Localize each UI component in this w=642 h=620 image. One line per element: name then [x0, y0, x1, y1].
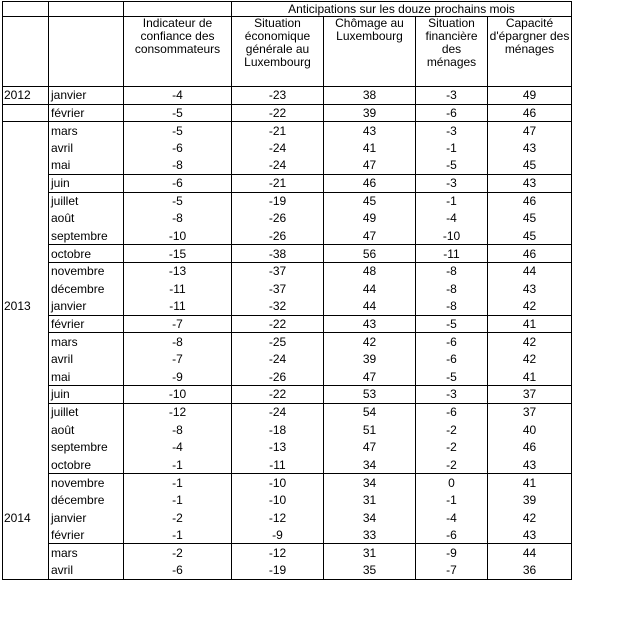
household-finance-value: -4 [416, 210, 488, 228]
unemployment-value: 46 [324, 174, 416, 192]
year-cell [3, 421, 49, 439]
indicator-value: -11 [124, 298, 232, 316]
indicator-value: -11 [124, 280, 232, 298]
year-cell [3, 491, 49, 509]
unemployment-value: 47 [324, 157, 416, 175]
economic-situation-value: -18 [232, 421, 324, 439]
column-header-indicator: Indicateur de confiance des consommateurs [124, 17, 232, 87]
unemployment-value: 38 [324, 87, 416, 105]
indicator-value: -9 [124, 368, 232, 386]
table-row [3, 474, 572, 492]
header-corner-indicator [124, 2, 232, 17]
table-row [3, 438, 572, 456]
household-finance-value: -2 [416, 456, 488, 474]
header-corner-month [49, 2, 124, 17]
header-row-columns [3, 17, 572, 87]
table-row [3, 562, 572, 580]
indicator-value: -5 [124, 122, 232, 140]
unemployment-value: 54 [324, 403, 416, 421]
indicator-value: -10 [124, 386, 232, 404]
savings-capacity-value: 41 [488, 474, 572, 492]
economic-situation-value: -19 [232, 192, 324, 210]
table-body [3, 87, 572, 580]
month-cell: juillet [49, 403, 124, 421]
table-row [3, 298, 572, 316]
year-cell: 2013 [3, 298, 49, 316]
unemployment-value: 47 [324, 438, 416, 456]
savings-capacity-value: 41 [488, 368, 572, 386]
unemployment-value: 49 [324, 210, 416, 228]
table-row [3, 139, 572, 157]
savings-capacity-value: 40 [488, 421, 572, 439]
economic-situation-value: -26 [232, 227, 324, 245]
economic-situation-value: -22 [232, 386, 324, 404]
indicator-value: -6 [124, 562, 232, 580]
year-cell [3, 104, 49, 122]
economic-situation-value: -23 [232, 87, 324, 105]
savings-capacity-value: 42 [488, 509, 572, 527]
economic-situation-value: -10 [232, 474, 324, 492]
year-cell [3, 227, 49, 245]
table-row [3, 403, 572, 421]
indicator-value: -4 [124, 438, 232, 456]
year-cell [3, 544, 49, 562]
indicator-value: -6 [124, 139, 232, 157]
month-cell: février [49, 315, 124, 333]
month-cell: avril [49, 562, 124, 580]
savings-capacity-value: 46 [488, 192, 572, 210]
unemployment-value: 51 [324, 421, 416, 439]
indicator-value: -8 [124, 210, 232, 228]
economic-situation-value: -21 [232, 122, 324, 140]
table-row [3, 491, 572, 509]
header-row-top [3, 2, 572, 17]
unemployment-value: 44 [324, 298, 416, 316]
year-cell [3, 562, 49, 580]
indicator-value: -4 [124, 87, 232, 105]
indicator-value: -8 [124, 421, 232, 439]
household-finance-value: -8 [416, 262, 488, 280]
economic-situation-value: -12 [232, 544, 324, 562]
unemployment-value: 53 [324, 386, 416, 404]
economic-situation-value: -26 [232, 210, 324, 228]
table-row [3, 526, 572, 544]
household-finance-value: -6 [416, 104, 488, 122]
household-finance-value: -4 [416, 509, 488, 527]
header-empty-year [3, 17, 49, 87]
unemployment-value: 39 [324, 350, 416, 368]
year-cell [3, 192, 49, 210]
year-cell [3, 139, 49, 157]
table-row [3, 87, 572, 105]
indicator-value: -2 [124, 509, 232, 527]
household-finance-value: -2 [416, 421, 488, 439]
year-cell [3, 245, 49, 263]
month-cell: février [49, 104, 124, 122]
year-cell [3, 526, 49, 544]
month-cell: mars [49, 544, 124, 562]
month-cell: mars [49, 122, 124, 140]
economic-situation-value: -22 [232, 315, 324, 333]
household-finance-value: -1 [416, 192, 488, 210]
economic-situation-value: -37 [232, 280, 324, 298]
indicator-value: -8 [124, 157, 232, 175]
year-cell: 2012 [3, 87, 49, 105]
household-finance-value: -5 [416, 368, 488, 386]
household-finance-value: -3 [416, 87, 488, 105]
savings-capacity-value: 42 [488, 298, 572, 316]
household-finance-value: -10 [416, 227, 488, 245]
year-cell [3, 474, 49, 492]
household-finance-value: -6 [416, 403, 488, 421]
household-finance-value: -3 [416, 386, 488, 404]
month-cell: février [49, 526, 124, 544]
month-cell: novembre [49, 262, 124, 280]
month-cell: octobre [49, 245, 124, 263]
economic-situation-value: -24 [232, 139, 324, 157]
year-cell [3, 210, 49, 228]
economic-situation-value: -21 [232, 174, 324, 192]
savings-capacity-value: 45 [488, 227, 572, 245]
unemployment-value: 33 [324, 526, 416, 544]
economic-situation-value: -37 [232, 262, 324, 280]
year-cell [3, 386, 49, 404]
savings-capacity-value: 41 [488, 315, 572, 333]
household-finance-value: 0 [416, 474, 488, 492]
unemployment-value: 43 [324, 315, 416, 333]
column-header-unemployment: Chômage au Luxembourg [324, 17, 416, 87]
month-cell: mai [49, 368, 124, 386]
month-cell: septembre [49, 438, 124, 456]
indicator-value: -8 [124, 333, 232, 351]
consumer-confidence-table [2, 1, 572, 580]
savings-capacity-value: 46 [488, 438, 572, 456]
savings-capacity-value: 43 [488, 280, 572, 298]
savings-capacity-value: 42 [488, 333, 572, 351]
table-row [3, 227, 572, 245]
indicator-value: -1 [124, 456, 232, 474]
economic-situation-value: -24 [232, 157, 324, 175]
month-cell: janvier [49, 298, 124, 316]
economic-situation-value: -22 [232, 104, 324, 122]
table-row [3, 192, 572, 210]
economic-situation-value: -13 [232, 438, 324, 456]
table-row [3, 456, 572, 474]
indicator-value: -15 [124, 245, 232, 263]
household-finance-value: -7 [416, 562, 488, 580]
household-finance-value: -6 [416, 350, 488, 368]
economic-situation-value: -19 [232, 562, 324, 580]
household-finance-value: -6 [416, 526, 488, 544]
indicator-value: -13 [124, 262, 232, 280]
household-finance-value: -2 [416, 438, 488, 456]
year-cell [3, 350, 49, 368]
indicator-value: -6 [124, 174, 232, 192]
table-row [3, 174, 572, 192]
household-finance-value: -6 [416, 333, 488, 351]
year-cell [3, 315, 49, 333]
household-finance-value: -3 [416, 174, 488, 192]
table-row [3, 421, 572, 439]
savings-capacity-value: 37 [488, 386, 572, 404]
year-cell [3, 262, 49, 280]
savings-capacity-value: 47 [488, 122, 572, 140]
table-row [3, 157, 572, 175]
month-cell: septembre [49, 227, 124, 245]
economic-situation-value: -26 [232, 368, 324, 386]
month-cell: décembre [49, 491, 124, 509]
month-cell: août [49, 210, 124, 228]
economic-situation-value: -32 [232, 298, 324, 316]
economic-situation-value: -24 [232, 403, 324, 421]
indicator-value: -5 [124, 192, 232, 210]
savings-capacity-value: 43 [488, 139, 572, 157]
indicator-value: -1 [124, 526, 232, 544]
household-finance-value: -9 [416, 544, 488, 562]
table-row [3, 280, 572, 298]
unemployment-value: 48 [324, 262, 416, 280]
year-cell [3, 280, 49, 298]
table-row [3, 245, 572, 263]
indicator-value: -5 [124, 104, 232, 122]
economic-situation-value: -25 [232, 333, 324, 351]
savings-capacity-value: 43 [488, 456, 572, 474]
household-finance-value: -11 [416, 245, 488, 263]
household-finance-value: -1 [416, 139, 488, 157]
month-cell: avril [49, 350, 124, 368]
economic-situation-value: -9 [232, 526, 324, 544]
table-row [3, 104, 572, 122]
header-corner-year [3, 2, 49, 17]
month-cell: juin [49, 386, 124, 404]
indicator-value: -1 [124, 491, 232, 509]
unemployment-value: 41 [324, 139, 416, 157]
savings-capacity-value: 37 [488, 403, 572, 421]
indicator-value: -1 [124, 474, 232, 492]
column-header-economic-situation: Situation économique générale au Luxembourg [232, 17, 324, 87]
household-finance-value: -5 [416, 315, 488, 333]
year-cell [3, 122, 49, 140]
savings-capacity-value: 46 [488, 104, 572, 122]
indicator-value: -2 [124, 544, 232, 562]
table-row [3, 544, 572, 562]
savings-capacity-value: 43 [488, 174, 572, 192]
month-cell: janvier [49, 87, 124, 105]
unemployment-value: 42 [324, 333, 416, 351]
indicator-value: -7 [124, 315, 232, 333]
table-row [3, 333, 572, 351]
unemployment-value: 44 [324, 280, 416, 298]
table-row [3, 262, 572, 280]
household-finance-value: -5 [416, 157, 488, 175]
year-cell [3, 174, 49, 192]
savings-capacity-value: 44 [488, 544, 572, 562]
economic-situation-value: -24 [232, 350, 324, 368]
indicator-value: -10 [124, 227, 232, 245]
table-row [3, 368, 572, 386]
anticipations-header: Anticipations sur les douze prochains mois [232, 2, 572, 17]
savings-capacity-value: 36 [488, 562, 572, 580]
unemployment-value: 39 [324, 104, 416, 122]
year-cell [3, 456, 49, 474]
savings-capacity-value: 39 [488, 491, 572, 509]
unemployment-value: 31 [324, 544, 416, 562]
savings-capacity-value: 45 [488, 210, 572, 228]
economic-situation-value: -12 [232, 509, 324, 527]
unemployment-value: 43 [324, 122, 416, 140]
month-cell: octobre [49, 456, 124, 474]
unemployment-value: 34 [324, 474, 416, 492]
household-finance-value: -8 [416, 298, 488, 316]
savings-capacity-value: 49 [488, 87, 572, 105]
table-row [3, 509, 572, 527]
savings-capacity-value: 42 [488, 350, 572, 368]
month-cell: juin [49, 174, 124, 192]
unemployment-value: 35 [324, 562, 416, 580]
table-row [3, 122, 572, 140]
table-row [3, 386, 572, 404]
unemployment-value: 34 [324, 509, 416, 527]
household-finance-value: -3 [416, 122, 488, 140]
year-cell [3, 368, 49, 386]
year-cell [3, 333, 49, 351]
economic-situation-value: -10 [232, 491, 324, 509]
month-cell: novembre [49, 474, 124, 492]
month-cell: mars [49, 333, 124, 351]
month-cell: janvier [49, 509, 124, 527]
year-cell [3, 157, 49, 175]
savings-capacity-value: 43 [488, 526, 572, 544]
unemployment-value: 34 [324, 456, 416, 474]
economic-situation-value: -38 [232, 245, 324, 263]
unemployment-value: 31 [324, 491, 416, 509]
table-row [3, 350, 572, 368]
month-cell: août [49, 421, 124, 439]
indicator-value: -12 [124, 403, 232, 421]
unemployment-value: 45 [324, 192, 416, 210]
unemployment-value: 47 [324, 227, 416, 245]
month-cell: mai [49, 157, 124, 175]
table-row [3, 315, 572, 333]
savings-capacity-value: 44 [488, 262, 572, 280]
household-finance-value: -8 [416, 280, 488, 298]
header-empty-month [49, 17, 124, 87]
month-cell: décembre [49, 280, 124, 298]
savings-capacity-value: 45 [488, 157, 572, 175]
table-row [3, 210, 572, 228]
unemployment-value: 47 [324, 368, 416, 386]
unemployment-value: 56 [324, 245, 416, 263]
savings-capacity-value: 46 [488, 245, 572, 263]
year-cell [3, 438, 49, 456]
indicator-value: -7 [124, 350, 232, 368]
year-cell: 2014 [3, 509, 49, 527]
column-header-savings-capacity: Capacité d'épargner des ménages [488, 17, 572, 87]
month-cell: avril [49, 139, 124, 157]
household-finance-value: -1 [416, 491, 488, 509]
economic-situation-value: -11 [232, 456, 324, 474]
year-cell [3, 403, 49, 421]
month-cell: juillet [49, 192, 124, 210]
column-header-household-finance: Situation financière des ménages [416, 17, 488, 87]
